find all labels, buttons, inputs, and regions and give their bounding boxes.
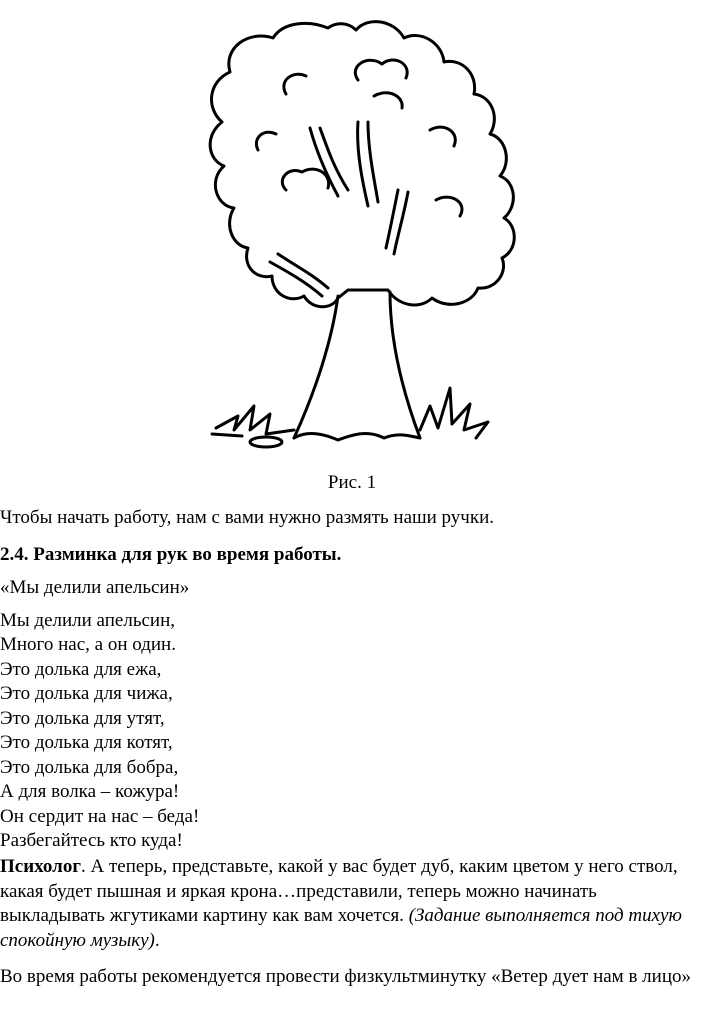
poem-line: А для волка – кожура! [0,781,180,802]
figure-caption: Рис. 1 [327,472,377,493]
poem-title: «Мы делили апельсин» [0,577,190,598]
poem-line: Он сердит на нас – беда! [0,806,200,827]
tree-trunk [294,296,338,438]
section-heading: 2.4. Разминка для рук во время работы. [0,544,342,565]
poem-line: Много нас, а он один. [0,634,176,655]
psychologist-paragraph [0,855,702,953]
intro-paragraph: Чтобы начать работу, нам с вами нужно размять наши ручки. [0,507,495,528]
psychologist-end: . [154,929,160,951]
speaker-label: Психолог [0,856,81,877]
tree-illustration [198,10,520,460]
poem-line: Это долька для ежа, [0,659,162,680]
grass-right [420,388,488,438]
poem-line: Это долька для чижа, [0,683,173,704]
poem-line: Это долька для бобра, [0,757,179,778]
closing-paragraph: Во время работы рекомендуется провести физкультминутку «Ветер дует нам в лицо» [0,966,691,987]
poem-line: Мы делили апельсин, [0,610,176,631]
stone [250,437,282,447]
tree-drawing [198,10,520,460]
tree-crown [210,22,514,307]
poem-line: Разбегайтесь кто куда! [0,830,183,851]
poem-line: Это долька для утят, [0,708,165,729]
task-note: (Задание выполняется под тихую спокойную музыку) [0,905,682,951]
poem-line: Это долька для котят, [0,732,173,753]
psychologist-text: . А теперь, представьте, какой у вас будет дуб, каким цветом у него ствол, какая будет пышная и яркая крона…представили, теперь можно начинать выкладывать жгутиками картину как вам хочется. [0,856,678,926]
grass-left [216,406,294,434]
